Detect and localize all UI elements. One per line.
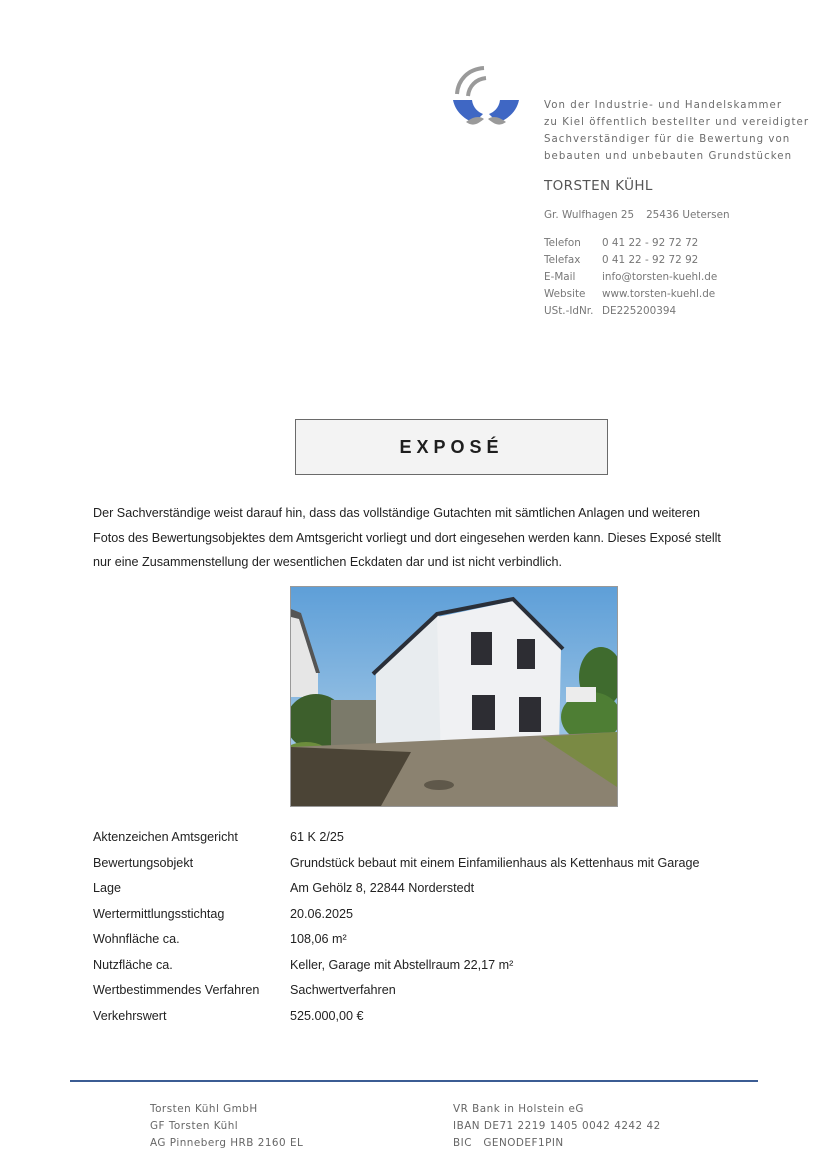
fact-label: Wohnfläche ca. [93,932,180,946]
page-title: EXPOSÉ [399,436,504,457]
contact-fax [544,254,698,266]
fact-label: Wertbestimmendes Verfahren [93,983,260,997]
footer-bic: BIC GENODEF1PIN [453,1137,564,1149]
fact-value: Sachwertverfahren [290,983,396,997]
logo-icon [450,64,522,136]
contact-label: Telefax [544,254,581,266]
fact-value: 525.000,00 € [290,1008,364,1023]
contact-vat [544,305,676,317]
contact-label: E-Mail [544,271,576,283]
contact-email [544,271,717,283]
ihk-line: zu Kiel öffentlich bestellter und vereidigter [544,117,810,128]
fact-label: Aktenzeichen Amtsgericht [93,830,238,844]
contact-label: Telefon [544,237,581,249]
company-logo [450,64,522,136]
ihk-line: Von der Industrie- und Handelskammer [544,100,783,111]
contact-value: DE225200394 [602,305,677,317]
fact-value: Grundstück bebaut mit einem Einfamilienhaus als Kettenhaus mit Garage [290,855,700,870]
contact-phone [544,237,698,249]
expert-name: TORSTEN KÜHL [544,178,653,194]
fact-label: Bewertungsobjekt [93,855,194,870]
footer-director: GF Torsten Kühl [150,1120,239,1132]
fact-value: Keller, Garage mit Abstellraum 22,17 m² [290,957,514,972]
contact-label: USt.-IdNr. [544,305,594,317]
fact-value: 61 K 2/25 [290,830,344,844]
address [544,209,730,221]
footer-iban: IBAN DE71 2219 1405 0042 4242 42 [453,1120,661,1132]
intro-paragraph: Der Sachverständige weist darauf hin, dass das vollständige Gutachten mit sämtlichen Anlagen und weiteren Fotos des Bewertungsobjektes dem Amtsgericht vorliegt und dort eingesehen werden kann. Dieses Exposé stellt nur eine Zusammenstellung der wesentlichen Eckdaten dar und ist nicht verbindlich. [93,506,721,569]
address-city: 25436 Uetersen [646,209,730,221]
house-image [291,587,617,806]
footer-divider [70,1080,758,1082]
fact-value: 108,06 m² [290,932,347,946]
fact-label: Nutzfläche ca. [93,957,173,972]
fact-label: Verkehrswert [93,1008,167,1023]
ihk-line: Sachverständiger für die Bewertung von [544,134,791,145]
contact-value: 0 41 22 - 92 72 92 [602,254,699,266]
footer-register: AG Pinneberg HRB 2160 EL [150,1137,304,1149]
property-photo [290,586,618,807]
website-link[interactable]: www.torsten-kuehl.de [602,288,716,300]
title-box [295,419,608,475]
fact-value: Am Gehölz 8, 22844 Norderstedt [290,881,475,895]
contact-value: 0 41 22 - 92 72 72 [602,237,699,249]
fact-label: Lage [93,881,122,895]
ihk-line: bebauten und unbebauten Grundstücken [544,151,793,162]
footer-company: Torsten Kühl GmbH [150,1103,258,1115]
fact-value: 20.06.2025 [290,906,354,921]
footer-bank: VR Bank in Holstein eG [453,1103,584,1115]
email-link[interactable]: info@torsten-kuehl.de [602,271,718,283]
address-street: Gr. Wulfhagen 25 [544,209,635,221]
contact-label: Website [544,288,586,300]
contact-website [544,288,715,300]
fact-label: Wertermittlungsstichtag [93,906,225,921]
